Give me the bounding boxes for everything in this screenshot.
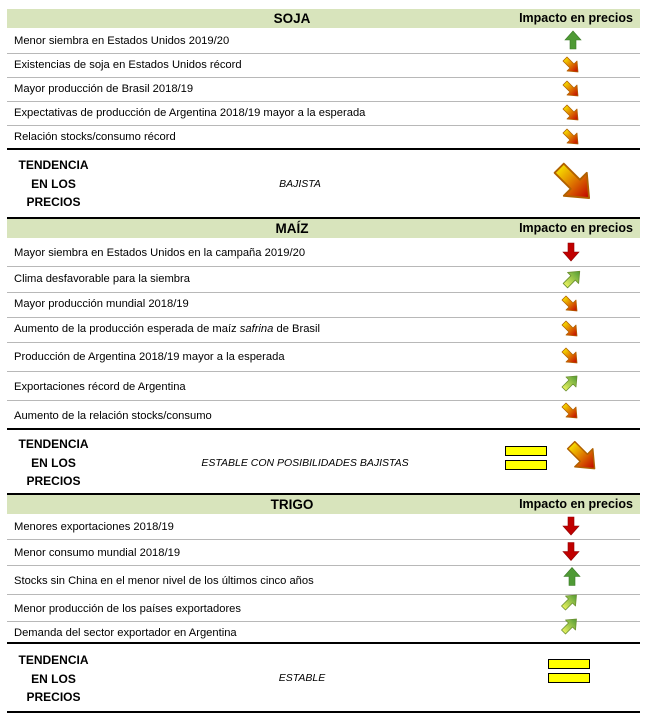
tendency-line-2: EN LOS: [31, 455, 76, 470]
down-arrow-icon: [561, 516, 581, 536]
trigo-row-2-text: Menor consumo mundial 2018/19: [14, 547, 181, 559]
large-diagonal-down-arrow-icon: [563, 438, 601, 474]
tendency-line-3: PRECIOS: [26, 690, 81, 704]
soja-row-3-text: Mayor producción de Brasil 2018/19: [14, 83, 194, 95]
diagonal-up-arrow-icon: [560, 373, 580, 393]
equal-bar-bottom: [505, 460, 547, 470]
maiz-row-7-text: Aumento de la relación stocks/consumo: [14, 410, 212, 422]
soja-tendency-value: BAJISTA: [279, 178, 321, 190]
trigo-row-4-text: Menor producción de los países exportadores: [14, 603, 241, 615]
row-divider: [7, 400, 640, 401]
section-divider: [7, 711, 640, 713]
diagonal-down-arrow-icon: [560, 55, 582, 75]
row-divider: [7, 565, 640, 566]
soja-row-2-text: Existencias de soja en Estados Unidos récord: [14, 59, 242, 71]
equal-bar-top: [548, 659, 590, 669]
tendency-line-3: PRECIOS: [26, 195, 81, 209]
maiz-impact-label: Impacto en precios: [519, 221, 633, 235]
row-divider: [7, 342, 640, 343]
down-arrow-icon: [561, 241, 581, 263]
up-arrow-icon: [562, 566, 582, 587]
diagonal-down-arrow-icon: [560, 103, 582, 123]
row-divider: [7, 53, 640, 54]
trigo-tendency-value: ESTABLE: [278, 672, 326, 684]
row-divider: [7, 266, 640, 267]
down-arrow-icon: [561, 541, 581, 562]
row-divider: [7, 77, 640, 78]
row-divider: [7, 621, 640, 622]
diagonal-down-arrow-icon: [559, 346, 581, 366]
equal-bar-top: [505, 446, 547, 456]
diagonal-up-arrow-icon: [559, 616, 580, 636]
trigo-row-1-text: Menores exportaciones 2018/19: [14, 521, 174, 533]
up-arrow-icon: [563, 30, 583, 50]
tendency-line-2: EN LOS: [31, 176, 76, 191]
maiz-row-3-text: Mayor producción mundial 2018/19: [14, 298, 189, 310]
row-divider: [7, 594, 640, 595]
maiz-header: [7, 219, 640, 238]
row-divider: [7, 125, 640, 126]
maiz-row-4-text: [14, 323, 320, 335]
maiz-row-2-text: Clima desfavorable para la siembra: [14, 273, 190, 285]
text-part-italic: safrina: [239, 323, 274, 335]
maiz-title: MAÍZ: [275, 221, 309, 236]
diagonal-down-arrow-icon: [560, 127, 582, 147]
soja-title: SOJA: [273, 11, 311, 26]
trigo-row-5-text: Demanda del sector exportador en Argentina: [14, 627, 237, 639]
maiz-row-6-text: Exportaciones récord de Argentina: [14, 381, 186, 393]
soja-tendency-label: [16, 156, 91, 212]
diagonal-down-arrow-icon: [560, 79, 582, 99]
row-divider: [7, 371, 640, 372]
row-divider: [7, 101, 640, 102]
diagonal-down-arrow-icon: [559, 401, 581, 421]
row-divider: [7, 292, 640, 293]
trigo-header: [7, 495, 640, 514]
tendency-line-1: TENDENCIA: [18, 437, 89, 451]
tendency-line-3: PRECIOS: [26, 474, 81, 488]
tendency-line-1: TENDENCIA: [18, 653, 89, 667]
soja-row-4-text: Expectativas de producción de Argentina 2018/19 mayor a la esperada: [14, 107, 366, 119]
maiz-row-1-text: Mayor siembra en Estados Unidos en la campaña 2019/20: [14, 247, 306, 259]
soja-row-5-text: Relación stocks/consumo récord: [14, 131, 176, 143]
diagonal-down-arrow-icon: [559, 294, 581, 314]
maiz-row-5-text: Producción de Argentina 2018/19 mayor a la esperada: [14, 351, 285, 363]
maiz-tendency-value: ESTABLE CON POSIBILIDADES BAJISTAS: [201, 457, 409, 469]
trigo-tendency-label: [16, 651, 91, 707]
tendency-line-1: TENDENCIA: [18, 158, 89, 172]
trigo-row-3-text: Stocks sin China en el menor nivel de los últimos cinco años: [14, 575, 314, 587]
diagonal-up-arrow-icon: [561, 268, 583, 290]
section-divider: [7, 148, 640, 150]
text-part: Aumento de la producción esperada de maíz: [14, 323, 240, 335]
trigo-impact-label: Impacto en precios: [519, 497, 633, 511]
diagonal-up-arrow-icon: [559, 592, 580, 612]
text-part: de Brasil: [273, 323, 320, 335]
soja-row-1-text: Menor siembra en Estados Unidos 2019/20: [14, 35, 230, 47]
large-diagonal-down-arrow-icon: [549, 159, 597, 205]
section-divider: [7, 642, 640, 644]
trigo-title: TRIGO: [270, 497, 314, 512]
soja-impact-label: Impacto en precios: [519, 11, 633, 25]
row-divider: [7, 539, 640, 540]
maiz-tendency-label: [16, 435, 91, 491]
diagonal-down-arrow-icon: [559, 319, 581, 339]
row-divider: [7, 317, 640, 318]
equal-bar-bottom: [548, 673, 590, 683]
tendency-line-2: EN LOS: [31, 671, 76, 686]
section-divider: [7, 428, 640, 430]
soja-header: [7, 9, 640, 28]
